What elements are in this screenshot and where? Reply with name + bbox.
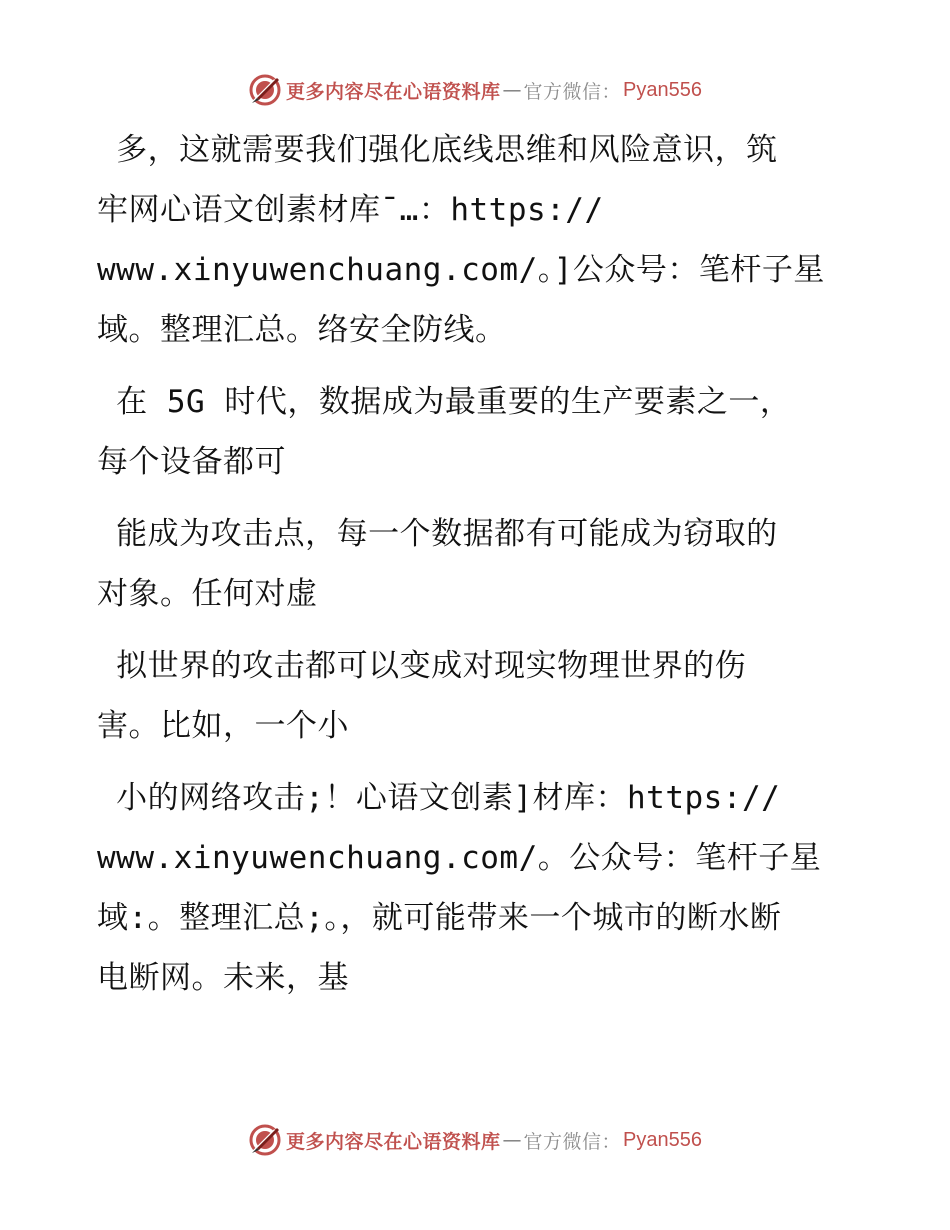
banner-brand-text: 更多内容尽在心语资料库 — [286, 1130, 501, 1153]
paragraph-5 — [97, 768, 857, 1008]
text-line: 域:。整理汇总;。，就可能带来一个城市的断水断 — [97, 900, 782, 936]
banner-wechat-label: 官方微信： — [523, 1130, 622, 1153]
text-line: 能成为攻击点，每一个数据都有可能成为窃取的 — [97, 516, 778, 552]
text-line: 多，这就需要我们强化底线思维和风险意识，筑 — [97, 132, 778, 168]
text-line: 在 5G 时代，数据成为最重要的生产要素之一， — [97, 384, 792, 420]
banner-wechat-label: 官方微信： — [523, 80, 622, 103]
banner-dash: — — [502, 1129, 522, 1151]
banner-wechat-id: Pyan556 — [623, 1128, 702, 1151]
text-line: 电断网。未来，基 — [97, 960, 349, 996]
text-line: 对象。任何对虚 — [97, 576, 318, 612]
banner-dash: — — [502, 79, 522, 101]
quill-pen-logo-icon — [248, 1123, 282, 1157]
text-line: 小的网络攻击;！心语文创素]材库：https:// — [97, 780, 781, 816]
paragraph-3 — [97, 504, 857, 624]
paragraph-4 — [97, 636, 857, 756]
text-line: 每个设备都可 — [97, 444, 286, 480]
text-line: 拟世界的攻击都可以变成对现实物理世界的伤 — [97, 648, 747, 684]
paragraph-1 — [97, 120, 857, 360]
text-line: 害。比如，一个小 — [97, 708, 349, 744]
footer-banner — [0, 1120, 950, 1160]
banner-brand-text: 更多内容尽在心语资料库 — [286, 80, 501, 103]
banner-wechat-id: Pyan556 — [623, 78, 702, 101]
text-line: www.xinyuwenchuang.com/。]公众号：笔杆子星 — [97, 252, 825, 288]
header-banner — [0, 70, 950, 110]
paragraph-2 — [97, 372, 857, 492]
document-body — [97, 120, 857, 1020]
text-line: 牢网心语文创素材库¯…：https:// — [97, 192, 604, 228]
text-line: 域。整理汇总。络安全防线。 — [97, 312, 507, 348]
quill-pen-logo-icon — [248, 73, 282, 107]
text-line: www.xinyuwenchuang.com/。公众号：笔杆子星 — [97, 840, 822, 876]
